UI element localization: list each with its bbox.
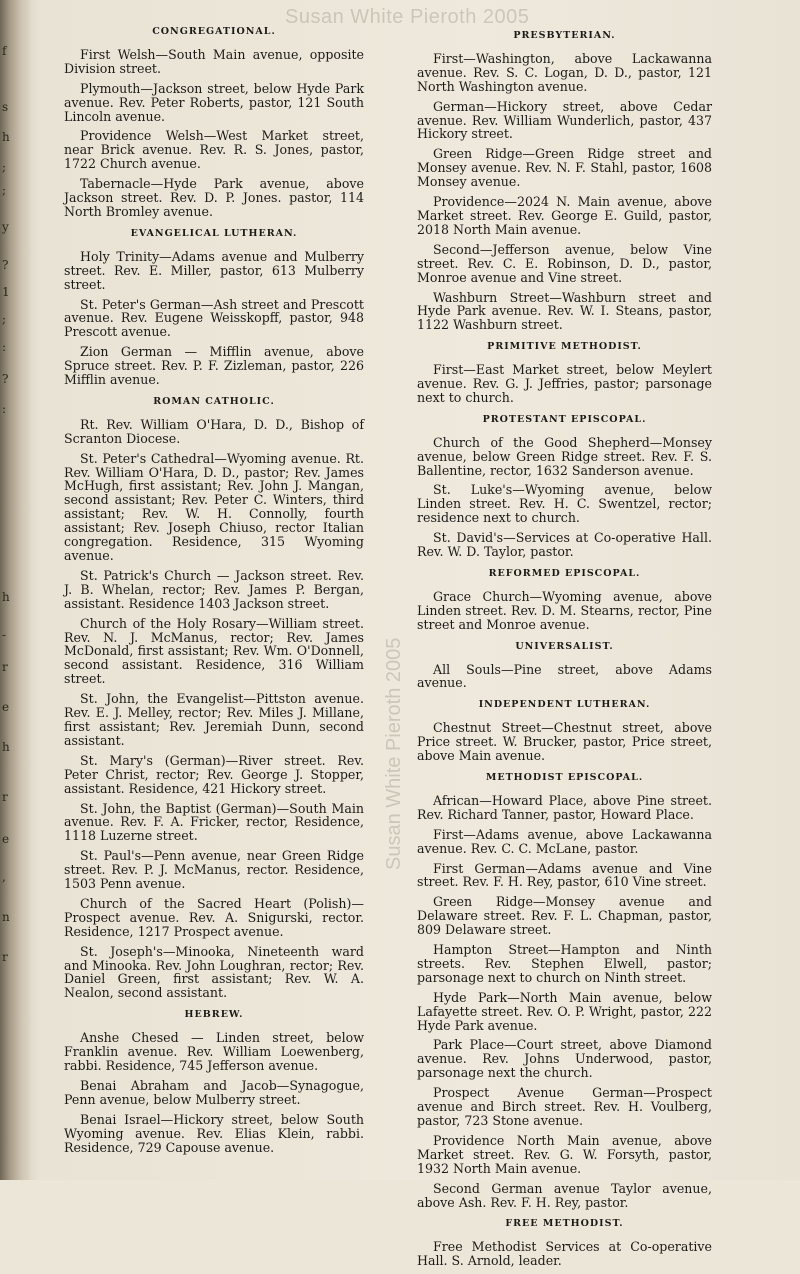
section-heading-free-methodist: FREE METHODIST. — [505, 1218, 624, 1230]
gutter-mark: ; — [2, 160, 7, 174]
gutter-mark: h — [2, 590, 10, 604]
gutter-mark: h — [2, 130, 10, 144]
church-entry: First German—Adams avenue and Vine street. Rev. F. H. Rey, pastor, 610 Vine street. — [417, 860, 712, 890]
gutter-mark: s — [2, 100, 9, 114]
section-heading-roman-catholic: ROMAN CATHOLIC. — [153, 395, 275, 407]
gutter-mark: ; — [2, 183, 7, 197]
right-column — [417, 22, 712, 1274]
church-entry: Washburn Street—Washburn street and Hyde Park avenue. Rev. W. I. Steans, pastor, 1122 Washburn street. — [417, 289, 712, 333]
church-entry: St. Patrick's Church — Jackson street. Rev. J. B. Whelan, rector; Rev. James P. Bergan, assistant. Residence 1403 Jackson street. — [64, 567, 364, 611]
church-entry: Benai Abraham and Jacob—Synagogue, Penn avenue, below Mulberry street. — [64, 1077, 364, 1107]
section-heading-universalist: UNIVERSALIST. — [515, 640, 614, 652]
section-heading-independent-lutheran: INDEPENDENT LUTHERAN. — [478, 699, 651, 711]
church-entry: Rt. Rev. William O'Hara, D. D., Bishop of Scranton Diocese. — [64, 416, 364, 446]
gutter-mark: r — [2, 790, 8, 804]
church-entry: Green Ridge—Green Ridge street and Monsey avenue. Rev. N. F. Stahl, pastor, 1608 Monsey avenue. — [417, 146, 712, 190]
church-entry: St. Mary's (German)—River street. Rev. Peter Christ, rector; Rev. George J. Stopper, assistant. Residence, 421 Hickory street. — [64, 752, 364, 796]
church-entry: Chestnut Street—Chestnut street, above Price street. W. Brucker, pastor, Price street, above Main avenue. — [417, 720, 712, 764]
church-entry: African—Howard Place, above Pine street. Rev. Richard Tanner, pastor, Howard Place. — [417, 792, 712, 822]
section-heading-hebrew: HEBREW. — [184, 1009, 244, 1021]
section-heading-methodist-episcopal: METHODIST EPISCOPAL. — [485, 771, 644, 783]
church-entry: Tabernacle—Hyde Park avenue, above Jackson street. Rev. D. P. Jones. pastor, 114 North Bromley avenue. — [64, 176, 364, 219]
church-entry: Grace Church—Wyoming avenue, above Linden street. Rev. D. M. Stearns, rector, Pine street and Monroe avenue. — [417, 588, 712, 632]
gutter-mark: ? — [2, 372, 9, 386]
church-entry: Church of the Sacred Heart (Polish)—Prospect avenue. Rev. A. Snigurski, rector. Residence, 1217 Prospect avenue. — [64, 895, 364, 939]
left-column — [64, 22, 364, 1160]
gutter-mark: y — [2, 220, 9, 234]
church-entry: First—Washington, above Lackawanna avenue. Rev. S. C. Logan, D. D., pastor, 121 North Washington avenue. — [417, 50, 712, 94]
church-entry: First—Adams avenue, above Lackawanna avenue. Rev. C. C. McLane, pastor. — [417, 826, 712, 856]
church-entry: St. Peter's German—Ash street and Prescott avenue. Rev. Eugene Weisskopff, pastor, 948 Prescott avenue. — [64, 296, 364, 340]
gutter-mark: r — [2, 660, 8, 674]
church-entry: St. Paul's—Penn avenue, near Green Ridge street. Rev. P. J. McManus, rector. Residence, 1503 Penn avenue. — [64, 848, 364, 892]
section-heading-protestant-episcopal: PROTESTANT EPISCOPAL. — [482, 413, 647, 425]
watermark-side: Susan White Pieroth 2005 — [383, 637, 405, 870]
church-entry: All Souls—Pine street, above Adams avenue. — [417, 661, 712, 691]
church-entry: Green Ridge—Monsey avenue and Delaware street. Rev. F. L. Chapman, pastor, 809 Delaware street. — [417, 894, 712, 938]
book-gutter — [0, 0, 30, 1180]
church-entry: Hampton Street—Hampton and Ninth streets. Rev. Stephen Elwell, pastor; parsonage next to church on Ninth street. — [417, 942, 712, 985]
gutter-mark: ? — [2, 258, 9, 272]
watermark-top: Susan White Pieroth 2005 — [285, 6, 530, 28]
church-entry: St. Peter's Cathedral—Wyoming avenue. Rt. Rev. William O'Hara, D. D., pastor; Rev. James McHugh, first assistant; Rev. John J. Mangan, second assistant; Rev. Peter C. Winters, third assistant; Rev. W. H. Connolly, fourth assistant; Rev. Joseph Chiuso, rector Italian congregation. Residence, 315 Wyoming avenue. — [64, 450, 364, 563]
gutter-mark: - — [2, 628, 7, 642]
gutter-mark: e — [2, 700, 10, 714]
church-entry: First—East Market street, below Meylert avenue. Rev. G. J. Jeffries, pastor; parsonage next to church. — [417, 362, 712, 405]
church-entry: German—Hickory street, above Cedar avenue. Rev. William Wunderlich, pastor, 437 Hickory street. — [417, 98, 712, 142]
church-entry: St. John, the Baptist (German)—South Main avenue. Rev. F. A. Fricker, rector, Residence, 1118 Luzerne street. — [64, 800, 364, 844]
church-entry: Providence—2024 N. Main avenue, above Market street. Rev. George E. Guild, pastor, 2018 North Main avenue. — [417, 194, 712, 237]
gutter-mark: f — [2, 44, 7, 58]
gutter-mark: h — [2, 740, 10, 754]
section-heading-presbyterian: PRESBYTERIAN. — [513, 30, 616, 41]
church-entry: Zion German — Mifflin avenue, above Spruce street. Rev. P. F. Zizleman, pastor, 226 Mifflin avenue. — [64, 344, 364, 388]
church-entry: Church of the Holy Rosary—William street. Rev. N. J. McManus, rector; Rev. James McDonald, first assistant; Rev. Wm. O'Donnell, second assistant. Residence, 316 William street. — [64, 615, 364, 687]
church-entry: First Welsh—South Main avenue, opposite Division street. — [64, 46, 364, 76]
gutter-mark: r — [2, 950, 8, 964]
church-entry: Hyde Park—North Main avenue, below Lafayette street. Rev. O. P. Wright, pastor, 222 Hyde Park avenue. — [417, 989, 712, 1033]
section-heading-primitive-methodist: PRIMITIVE METHODIST. — [487, 341, 642, 353]
church-entry: St. John, the Evangelist—Pittston avenue. Rev. E. J. Melley, rector; Rev. Miles J. Millane, first assistant; Rev. Jeremiah Dunn, second assistant. — [64, 691, 364, 748]
section-heading-congregational: CONGREGATIONAL. — [152, 26, 276, 37]
church-entry: Second—Jefferson avenue, below Vine street. Rev. C. E. Robinson, D. D., pastor, Monroe avenue and Vine street. — [417, 241, 712, 285]
church-entry: Providence North Main avenue, above Market street. Rev. G. W. Forsyth, pastor, 1932 North Main avenue. — [417, 1132, 712, 1176]
church-entry: St. David's—Services at Co-operative Hall. Rev. W. D. Taylor, pastor. — [417, 530, 712, 560]
church-entry: Second German avenue Taylor avenue, above Ash. Rev. F. H. Rey, pastor. — [417, 1180, 712, 1210]
church-entry: Park Place—Court street, above Diamond avenue. Rev. Johns Underwood, pastor, parsonage next the church. — [417, 1037, 712, 1081]
section-heading-evangelical-lutheran: EVANGELICAL LUTHERAN. — [130, 227, 298, 239]
church-entry: Anshe Chesed — Linden street, below Franklin avenue. Rev. William Loewenberg, rabbi. Residence, 745 Jefferson avenue. — [64, 1030, 364, 1073]
gutter-mark: e — [2, 832, 10, 846]
gutter-mark: 1 — [2, 285, 10, 299]
church-entry: St. Joseph's—Minooka, Nineteenth ward and Minooka. Rev. John Loughran, rector; Rev. Daniel Green, first assistant; Rev. W. A. Nealon, second assistant. — [64, 943, 364, 1001]
gutter-mark: , — [2, 870, 6, 884]
gutter-mark: : — [2, 340, 7, 354]
gutter-mark: n — [2, 910, 10, 924]
church-entry: Church of the Good Shepherd—Monsey avenue, below Green Ridge street. Rev. F. S. Ballentine, rector, 1632 Sanderson avenue. — [417, 434, 712, 478]
gutter-mark: : — [2, 402, 7, 416]
section-heading-reformed-episcopal: REFORMED EPISCOPAL. — [488, 568, 641, 579]
gutter-mark: ; — [2, 312, 7, 326]
church-entry: Providence Welsh—West Market street, near Brick avenue. Rev. R. S. Jones, pastor, 1722 Church avenue. — [64, 128, 364, 172]
church-entry: Prospect Avenue German—Prospect avenue and Birch street. Rev. H. Voulberg, pastor, 723 Stone avenue. — [417, 1085, 712, 1128]
church-entry: Free Methodist Services at Co-operative Hall. S. Arnold, leader. — [417, 1239, 712, 1269]
church-entry: Holy Trinity—Adams avenue and Mulberry street. Rev. E. Miller, pastor, 613 Mulberry street. — [64, 248, 364, 292]
church-entry: Benai Israel—Hickory street, below South Wyoming avenue. Rev. Elias Klein, rabbi. Residence, 729 Capouse avenue. — [64, 1111, 364, 1155]
gutter-marks — [2, 0, 16, 1180]
church-entry: Plymouth—Jackson street, below Hyde Park avenue. Rev. Peter Roberts, pastor, 121 South Lincoln avenue. — [64, 80, 364, 124]
church-entry: St. Luke's—Wyoming avenue, below Linden street. Rev. H. C. Swentzel, rector; residence next to church. — [417, 482, 712, 526]
